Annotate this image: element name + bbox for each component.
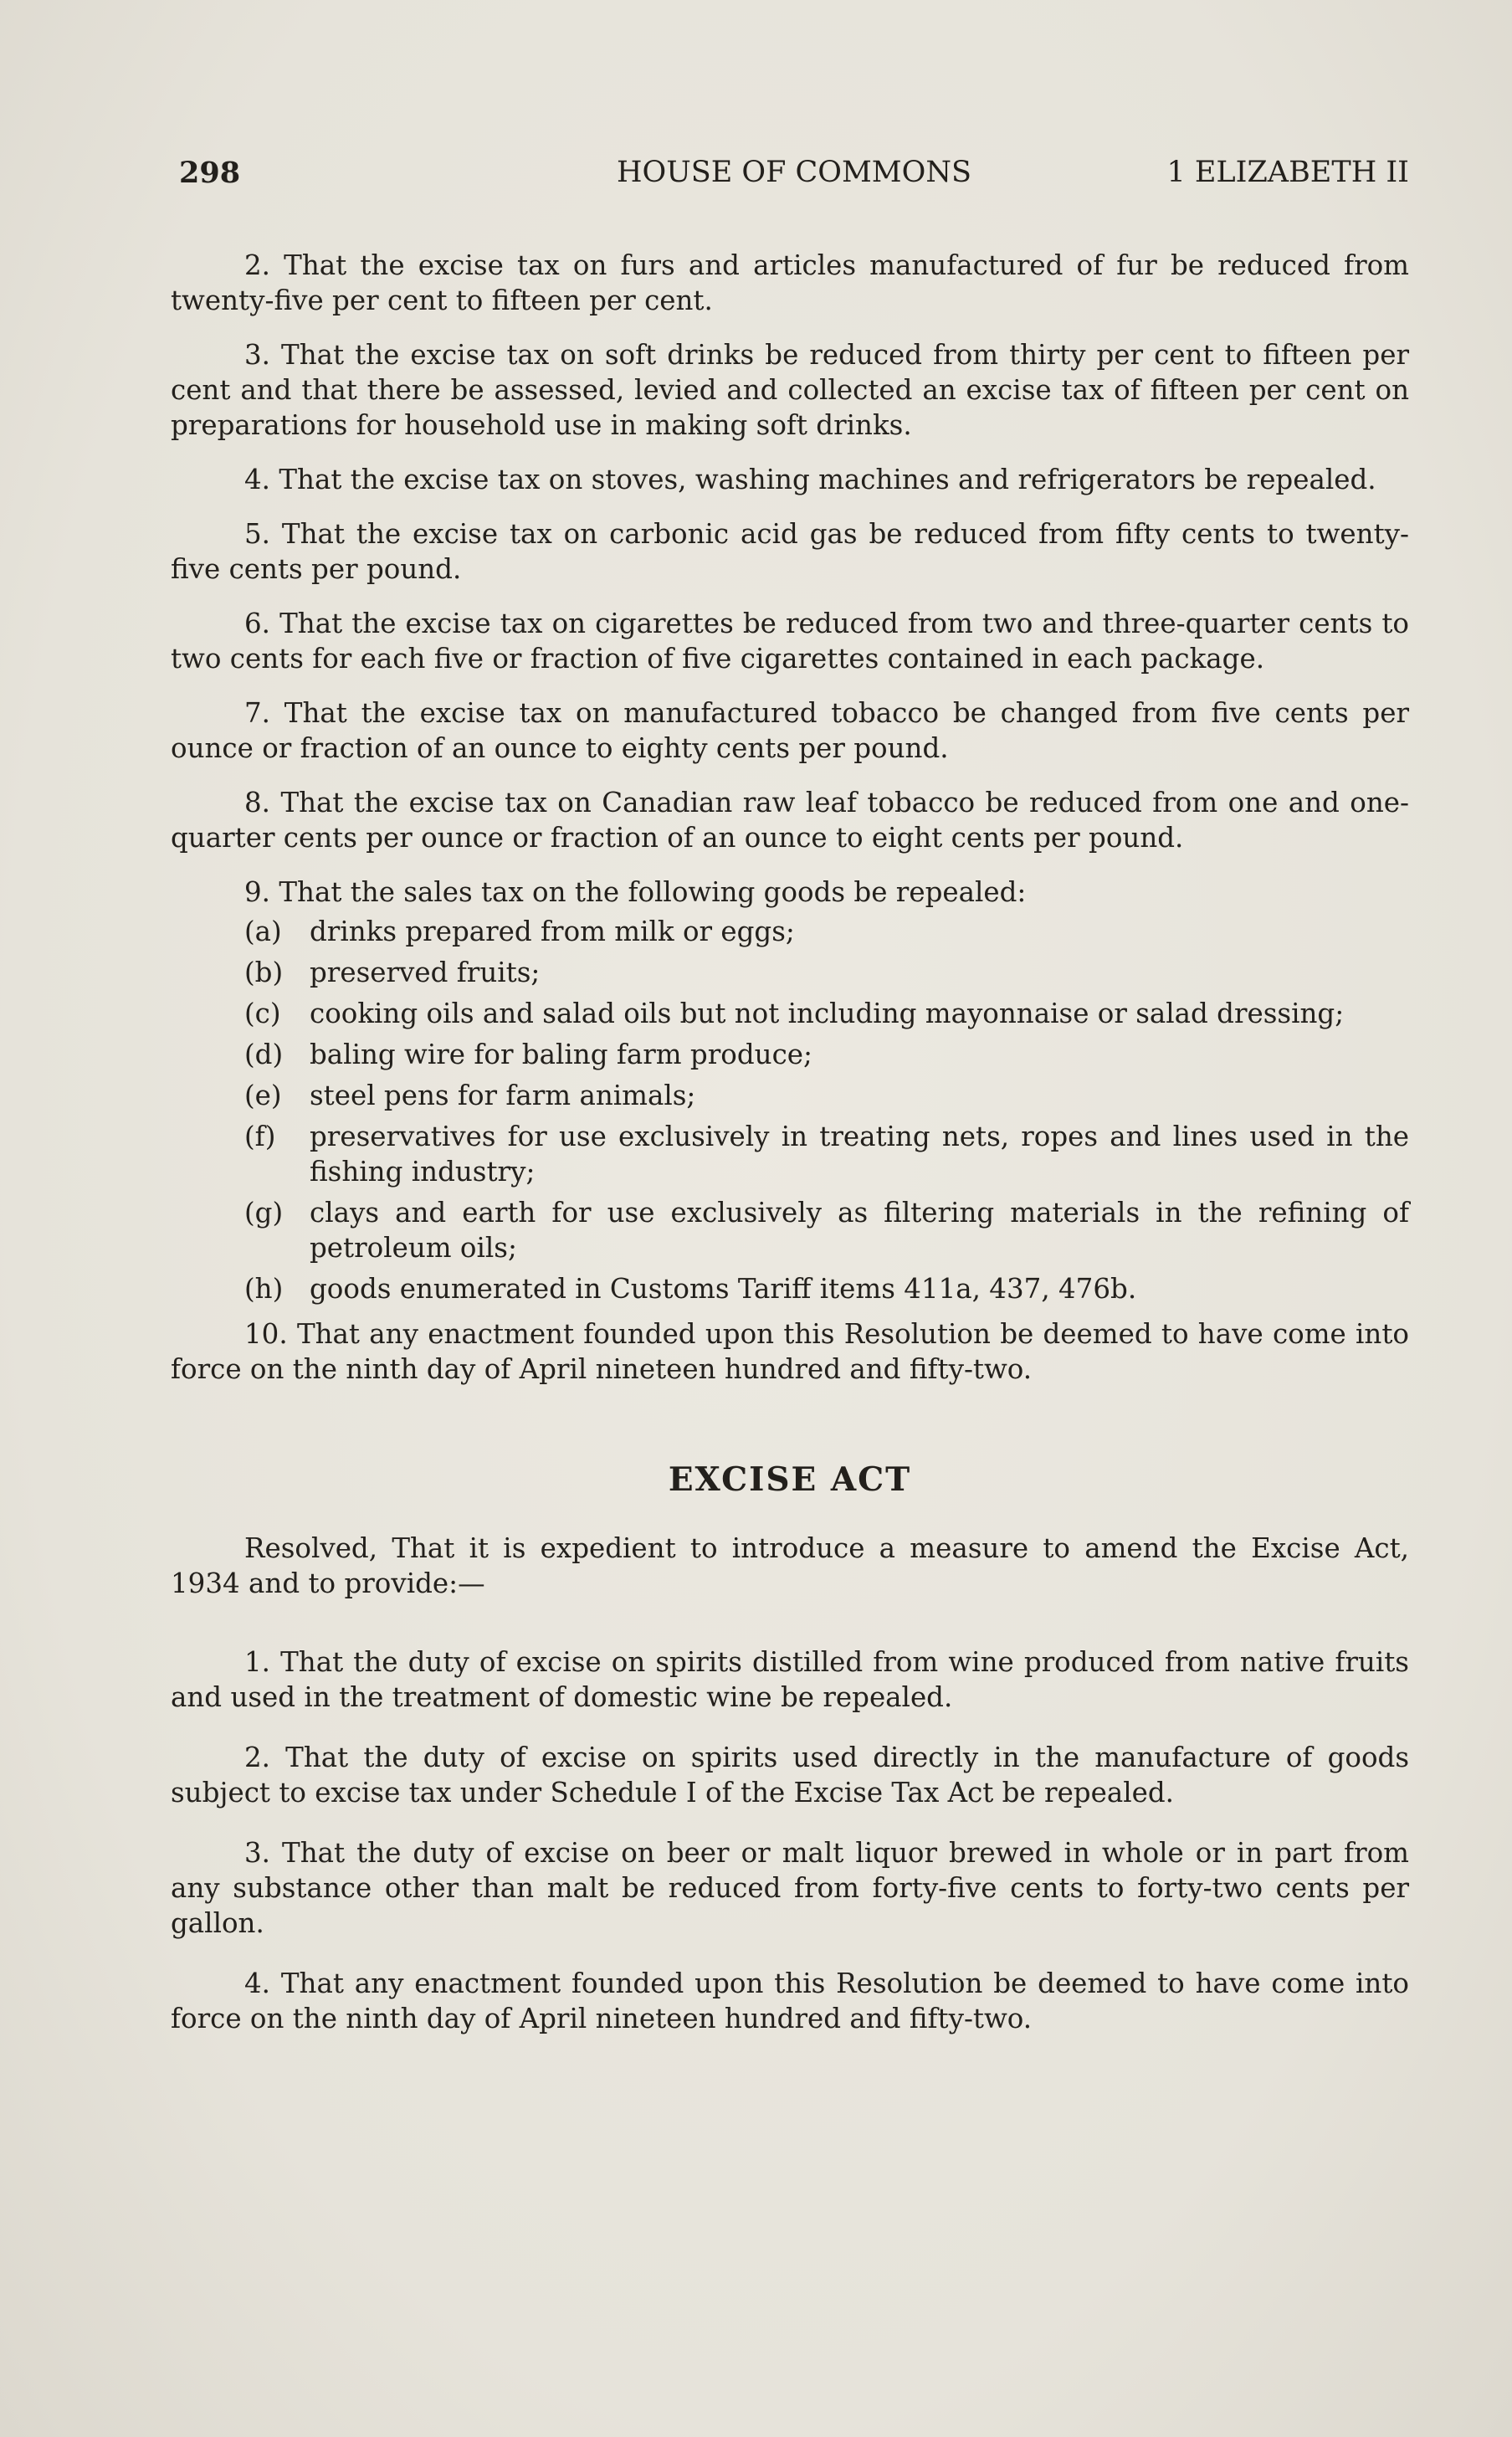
list-item-label: (h) xyxy=(244,1273,284,1305)
list-item-text: cooking oils and salad oils but not including mayonnaise or salad dressing; xyxy=(310,998,1345,1029)
page-body xyxy=(171,248,1409,2036)
list-item-text: baling wire for baling farm produce; xyxy=(310,1039,812,1070)
page-header xyxy=(179,156,1409,198)
list-item-text: drinks prepared from milk or eggs; xyxy=(310,916,795,947)
enactment-clause: 10. That any enactment founded upon this Resolution be deemed to have come into force on the ninth day of April nineteen hundred and fifty-two. xyxy=(171,1318,1409,1385)
section-heading: EXCISE ACT xyxy=(668,1460,912,1499)
resolution-item: 1. That the duty of excise on spirits distilled from wine produced from native fruits and used in the treatment of domestic wine be repealed. xyxy=(171,1646,1409,1713)
list-item-label: (g) xyxy=(244,1197,284,1229)
resolution-intro: Resolved, That it is expedient to introduce a measure to amend the Excise Act, 1934 and to provide:— xyxy=(171,1532,1409,1599)
list-item xyxy=(171,1195,1409,1265)
resolution-item: 4. That any enactment founded upon this Resolution be deemed to have come into force on the ninth day of April nineteen hundred and fifty-two. xyxy=(171,1968,1409,2034)
resolution-item: 8. That the excise tax on Canadian raw leaf tobacco be reduced from one and one-quarter cents per ounce or fraction of an ounce to eight cents per pound. xyxy=(171,787,1409,854)
resolution-item: 2. That the duty of excise on spirits used directly in the manufacture of goods subject to excise tax under Schedule I of the Excise Tax Act be repealed. xyxy=(171,1742,1409,1809)
list-item xyxy=(171,1119,1409,1189)
list-item-label: (b) xyxy=(244,957,284,988)
page-number: 298 xyxy=(179,156,241,190)
resolution-item: 6. That the excise tax on cigarettes be reduced from two and three-quarter cents to two cents for each five or fraction of five cigarettes contained in each package. xyxy=(171,608,1409,675)
list-item xyxy=(171,1271,1409,1306)
resolution-item: 2. That the excise tax on furs and articles manufactured of fur be reduced from twenty-five per cent to fifteen per cent. xyxy=(171,249,1409,316)
running-title: HOUSE OF COMMONS xyxy=(617,156,971,189)
list-item xyxy=(171,1037,1409,1072)
resolution-item: 3. That the excise tax on soft drinks be reduced from thirty per cent to fifteen per cent and that there be assessed, levied and collected an excise tax of fifteen per cent on preparations for household use in making soft drinks. xyxy=(171,339,1409,441)
resolution-item: 7. That the excise tax on manufactured tobacco be changed from five cents per ounce or fraction of an ounce to eighty cents per pound. xyxy=(171,697,1409,764)
resolution-item: 3. That the duty of excise on beer or malt liquor brewed in whole or in part from any substance other than malt be reduced from forty-five cents to forty-two cents per gallon. xyxy=(171,1837,1409,1939)
resolution-item: 5. That the excise tax on carbonic acid gas be reduced from fifty cents to twenty-five cents per pound. xyxy=(171,518,1409,585)
list-item-text: preservatives for use exclusively in treating nets, ropes and lines used in the fishing industry; xyxy=(310,1121,1409,1188)
list-item-label: (e) xyxy=(244,1080,282,1111)
sales-tax-goods-list xyxy=(171,914,1409,1306)
list-item-label: (f) xyxy=(244,1121,276,1152)
list-item-label: (c) xyxy=(244,998,281,1029)
resolution-item: 9. That the sales tax on the following goods be repealed: xyxy=(244,876,1027,908)
excise-act-resolutions xyxy=(171,1531,1409,2036)
excise-tax-resolutions xyxy=(171,248,1409,910)
list-item-label: (a) xyxy=(244,916,282,947)
list-item-text: steel pens for farm animals; xyxy=(310,1080,696,1111)
list-item xyxy=(171,996,1409,1031)
list-item-label: (d) xyxy=(244,1039,284,1070)
regnal-year: 1 ELIZABETH II xyxy=(1166,156,1409,189)
list-item-text: goods enumerated in Customs Tariff items 411a, 437, 476b. xyxy=(310,1273,1137,1305)
list-item xyxy=(171,955,1409,990)
resolution-item: 4. That the excise tax on stoves, washing machines and refrigerators be repealed. xyxy=(244,464,1376,495)
list-item xyxy=(171,914,1409,949)
list-item-text: clays and earth for use exclusively as filtering materials in the refining of petroleum oils; xyxy=(310,1197,1409,1264)
list-item xyxy=(171,1078,1409,1113)
list-item-text: preserved fruits; xyxy=(310,957,541,988)
